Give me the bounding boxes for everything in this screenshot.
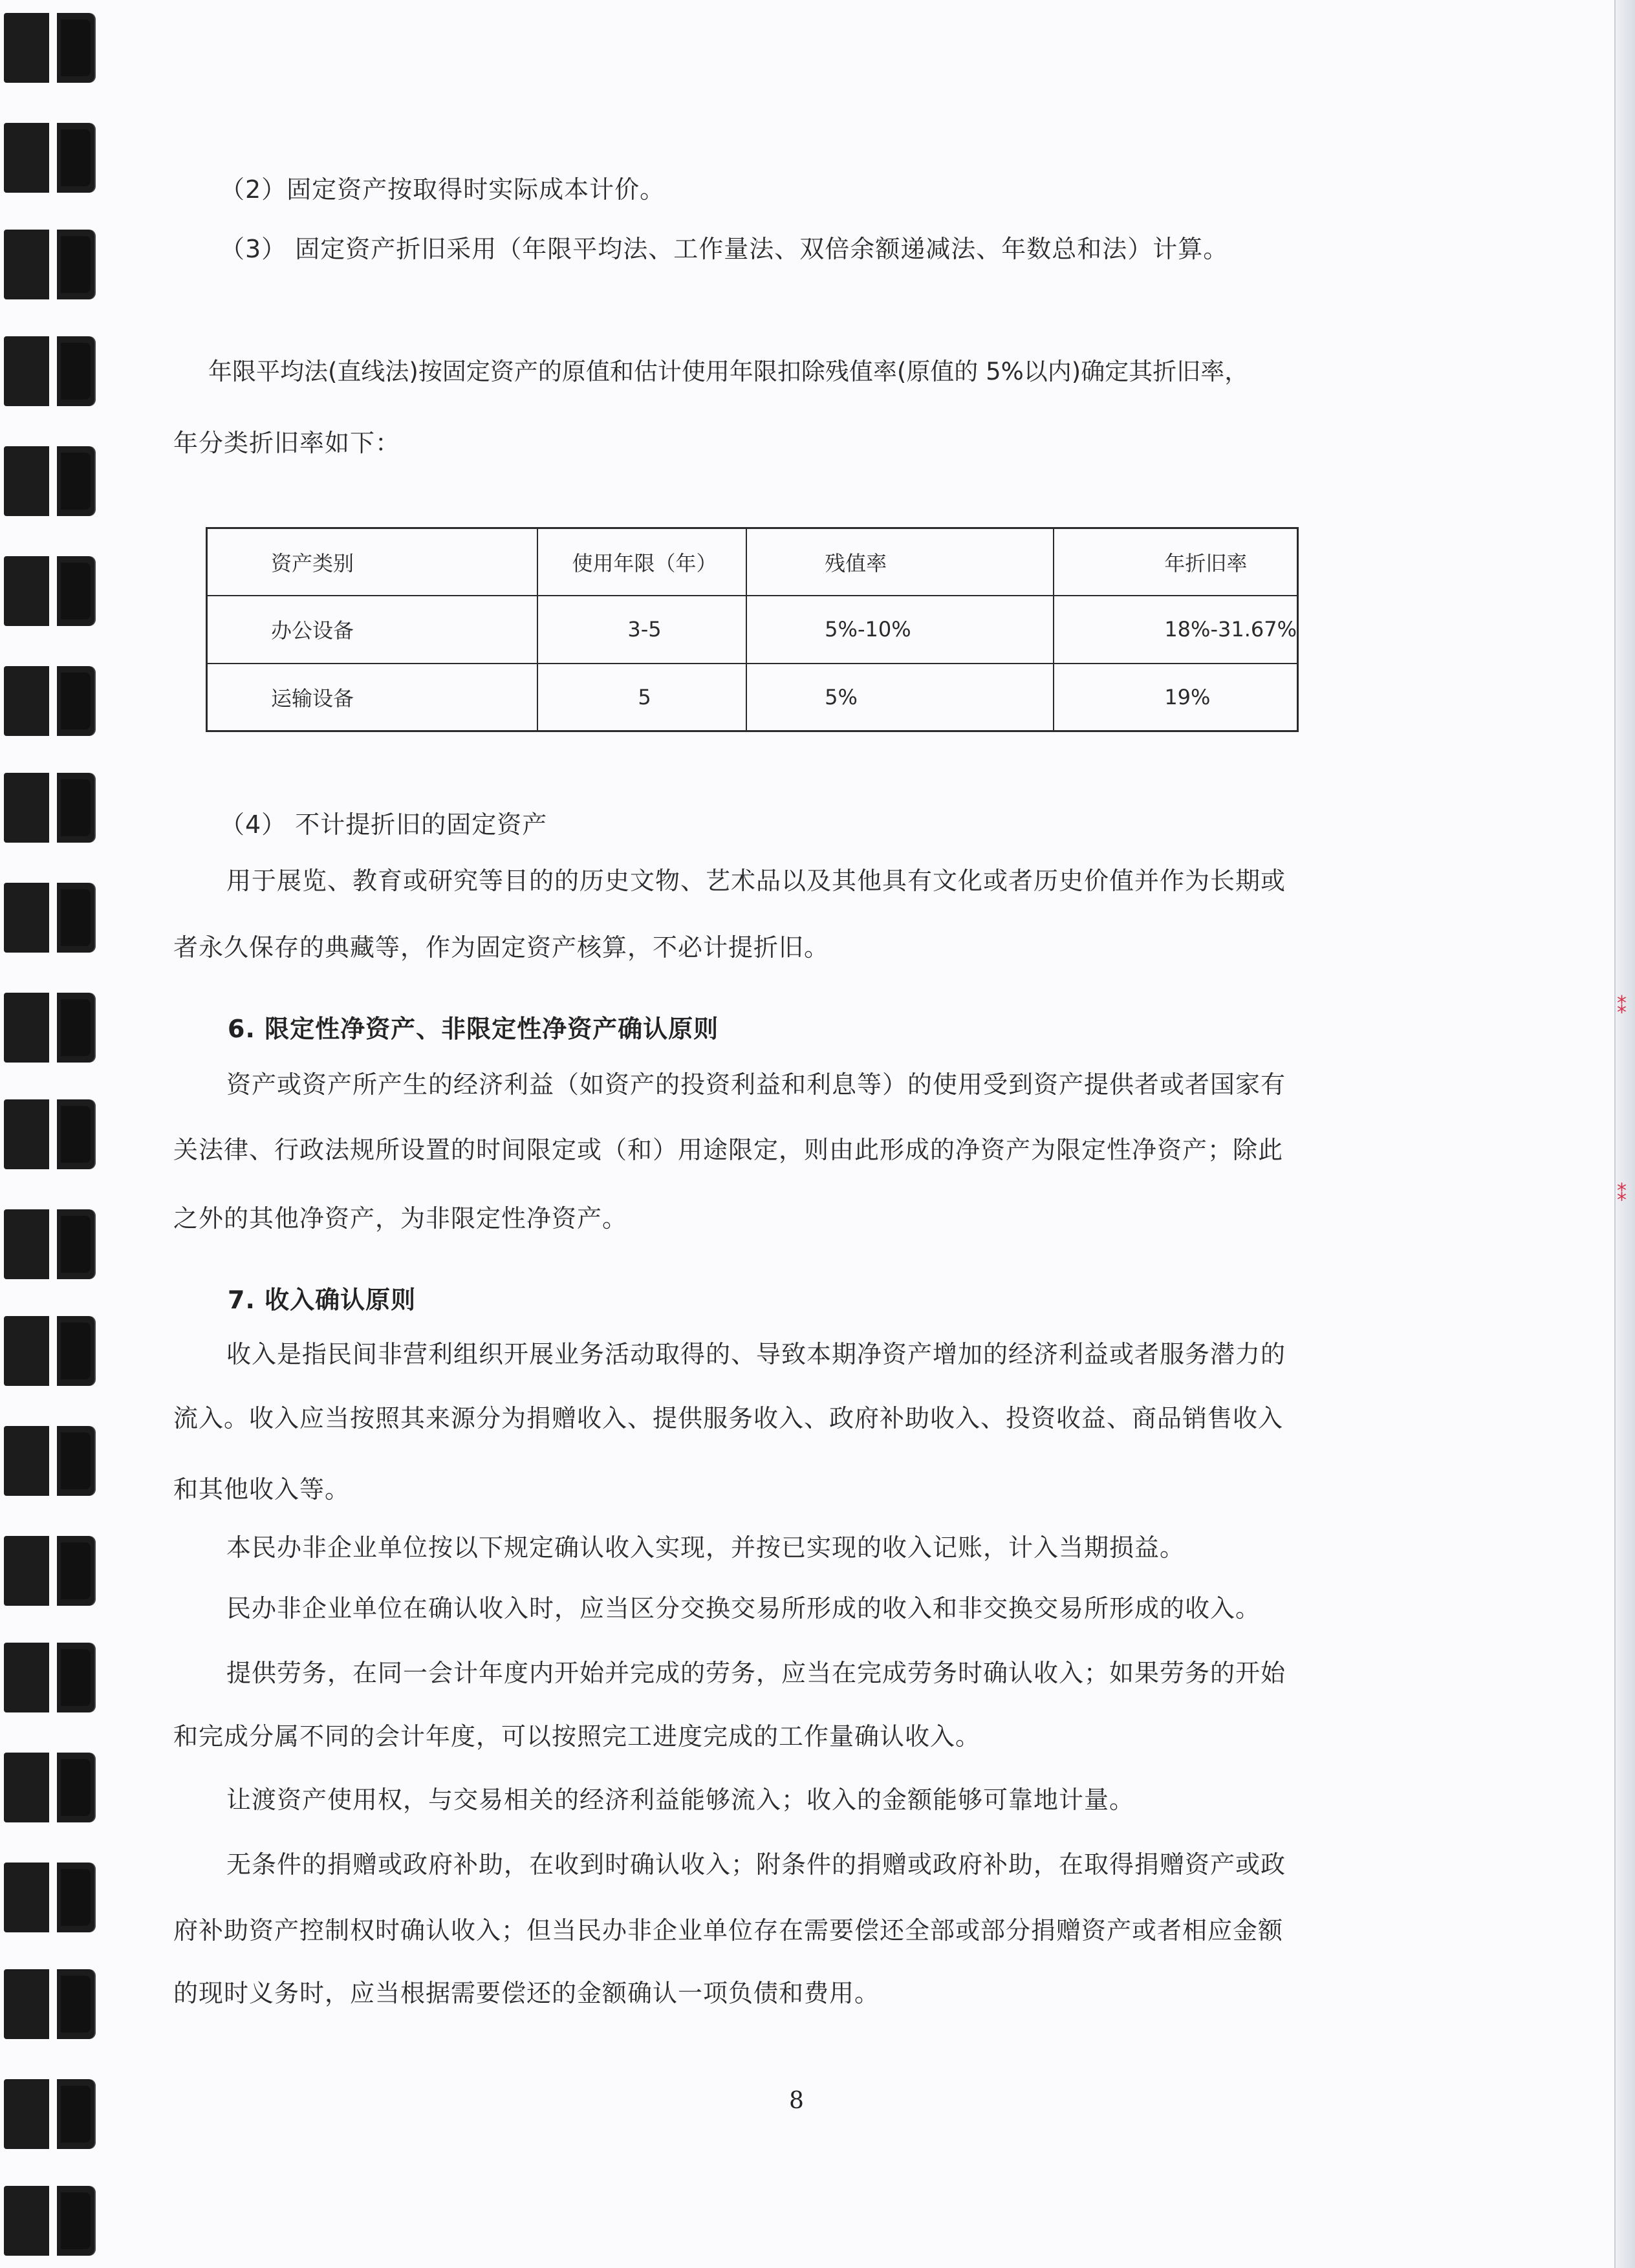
paragraph-line: 者永久保存的典藏等，作为固定资产核算，不必计提折旧。: [173, 933, 830, 962]
paragraph-line: 年限平均法(直线法)按固定资产的原值和估计使用年限扣除残值率(原值的 5%以内)确定其折旧率，: [208, 358, 1249, 385]
binding-hole: [4, 1536, 94, 1606]
binding-hole: [4, 1753, 94, 1822]
table-row: [207, 664, 1298, 731]
table-cell: 运输设备: [207, 664, 537, 731]
paragraph-line: 本民办非企业单位按以下规定确认收入实现，并按已实现的收入记账，计入当期损益。: [226, 1533, 1186, 1562]
table-header: 使用年限（年）: [537, 528, 746, 596]
table-row: [207, 596, 1298, 663]
binding-hole: [4, 123, 94, 193]
binding-hole: [4, 230, 94, 299]
section-heading: 6. 限定性净资产、非限定性净资产确认原则: [228, 1015, 719, 1043]
table-header: 资产类别: [207, 528, 537, 596]
binding-hole: [4, 883, 94, 953]
binding-hole: [4, 1426, 94, 1496]
paragraph-line: 和完成分属不同的会计年度，可以按照完工进度完成的工作量确认收入。: [173, 1722, 981, 1751]
binding-hole: [4, 2079, 94, 2149]
page-number: 8: [789, 2088, 804, 2114]
paragraph-line: 让渡资产使用权，与交易相关的经济利益能够流入；收入的金额能够可靠地计量。: [226, 1786, 1135, 1814]
binding-hole: [4, 446, 94, 516]
binding-hole: [4, 1969, 94, 2039]
paragraph-line: 民办非企业单位在确认收入时，应当区分交换交易所形成的收入和非交换交易所形成的收入。: [226, 1594, 1261, 1623]
binding-hole: [4, 773, 94, 843]
binding-hole: [4, 666, 94, 736]
table-header: 残值率: [746, 528, 1054, 596]
binding-hole: [4, 1316, 94, 1386]
binding-hole: [4, 993, 94, 1063]
seal-mark: ⁑: [1617, 1183, 1627, 1206]
binding-hole: [4, 1099, 94, 1169]
table-cell: 5%: [746, 664, 1054, 731]
seal-mark: ⁑: [1617, 996, 1627, 1019]
paragraph-line: 的现时义务时，应当根据需要偿还的金额确认一项负债和费用。: [173, 1979, 880, 2007]
paragraph-line: 无条件的捐赠或政府补助，在收到时确认收入；附条件的捐赠或政府补助，在取得捐赠资产或政: [226, 1850, 1286, 1879]
binding-hole: [4, 336, 94, 406]
paragraph-line: 之外的其他净资产，为非限定性净资产。: [173, 1204, 628, 1233]
table-cell: 19%: [1054, 664, 1297, 731]
paragraph-line: 府补助资产控制权时确认收入；但当民办非企业单位存在需要偿还全部或部分捐赠资产或者相应金额: [173, 1916, 1284, 1945]
paragraph-line: （3） 固定资产折旧采用（年限平均法、工作量法、双倍余额递减法、年数总和法）计算。: [220, 235, 1229, 263]
binding-hole: [4, 556, 94, 626]
paragraph-line: 和其他收入等。: [173, 1475, 351, 1504]
paragraph-line: 提供劳务，在同一会计年度内开始并完成的劳务，应当在完成劳务时确认收入；如果劳务的开始: [226, 1659, 1286, 1687]
paragraph-line: 关法律、行政法规所设置的时间限定或（和）用途限定，则由此形成的净资产为限定性净资产；除此: [173, 1136, 1284, 1164]
table-cell: 3-5: [537, 596, 746, 663]
depreciation-table: [206, 527, 1299, 732]
paragraph-line: 资产或资产所产生的经济利益（如资产的投资利益和利息等）的使用受到资产提供者或者国家有: [226, 1070, 1286, 1099]
paragraph-line: 年分类折旧率如下：: [173, 429, 401, 457]
binding-hole: [4, 2186, 94, 2256]
table-header: 年折旧率: [1054, 528, 1297, 596]
section-heading: 7. 收入确认原则: [228, 1286, 417, 1314]
paragraph-line: （2）固定资产按取得时实际成本计价。: [220, 175, 666, 204]
table-cell: 18%-31.67%: [1054, 596, 1297, 663]
binding-hole: [4, 1643, 94, 1712]
paragraph-line: 用于展览、教育或研究等目的的历史文物、艺术品以及其他具有文化或者历史价值并作为长期或: [226, 867, 1286, 895]
paragraph-line: （4） 不计提折旧的固定资产: [220, 810, 548, 839]
table-cell: 5%-10%: [746, 596, 1054, 663]
table-cell: 办公设备: [207, 596, 537, 663]
binding-hole: [4, 1209, 94, 1279]
page-edge: [1614, 0, 1635, 2268]
spiral-binding: [0, 0, 97, 2268]
binding-hole: [4, 13, 94, 83]
binding-hole: [4, 1863, 94, 1932]
table-cell: 5: [537, 664, 746, 731]
paragraph-line: 收入是指民间非营利组织开展业务活动取得的、导致本期净资产增加的经济利益或者服务潜力的: [226, 1340, 1286, 1368]
paragraph-line: 流入。收入应当按照其来源分为捐赠收入、提供服务收入、政府补助收入、投资收益、商品销售收入: [173, 1404, 1284, 1432]
table-header-row: [207, 528, 1298, 596]
